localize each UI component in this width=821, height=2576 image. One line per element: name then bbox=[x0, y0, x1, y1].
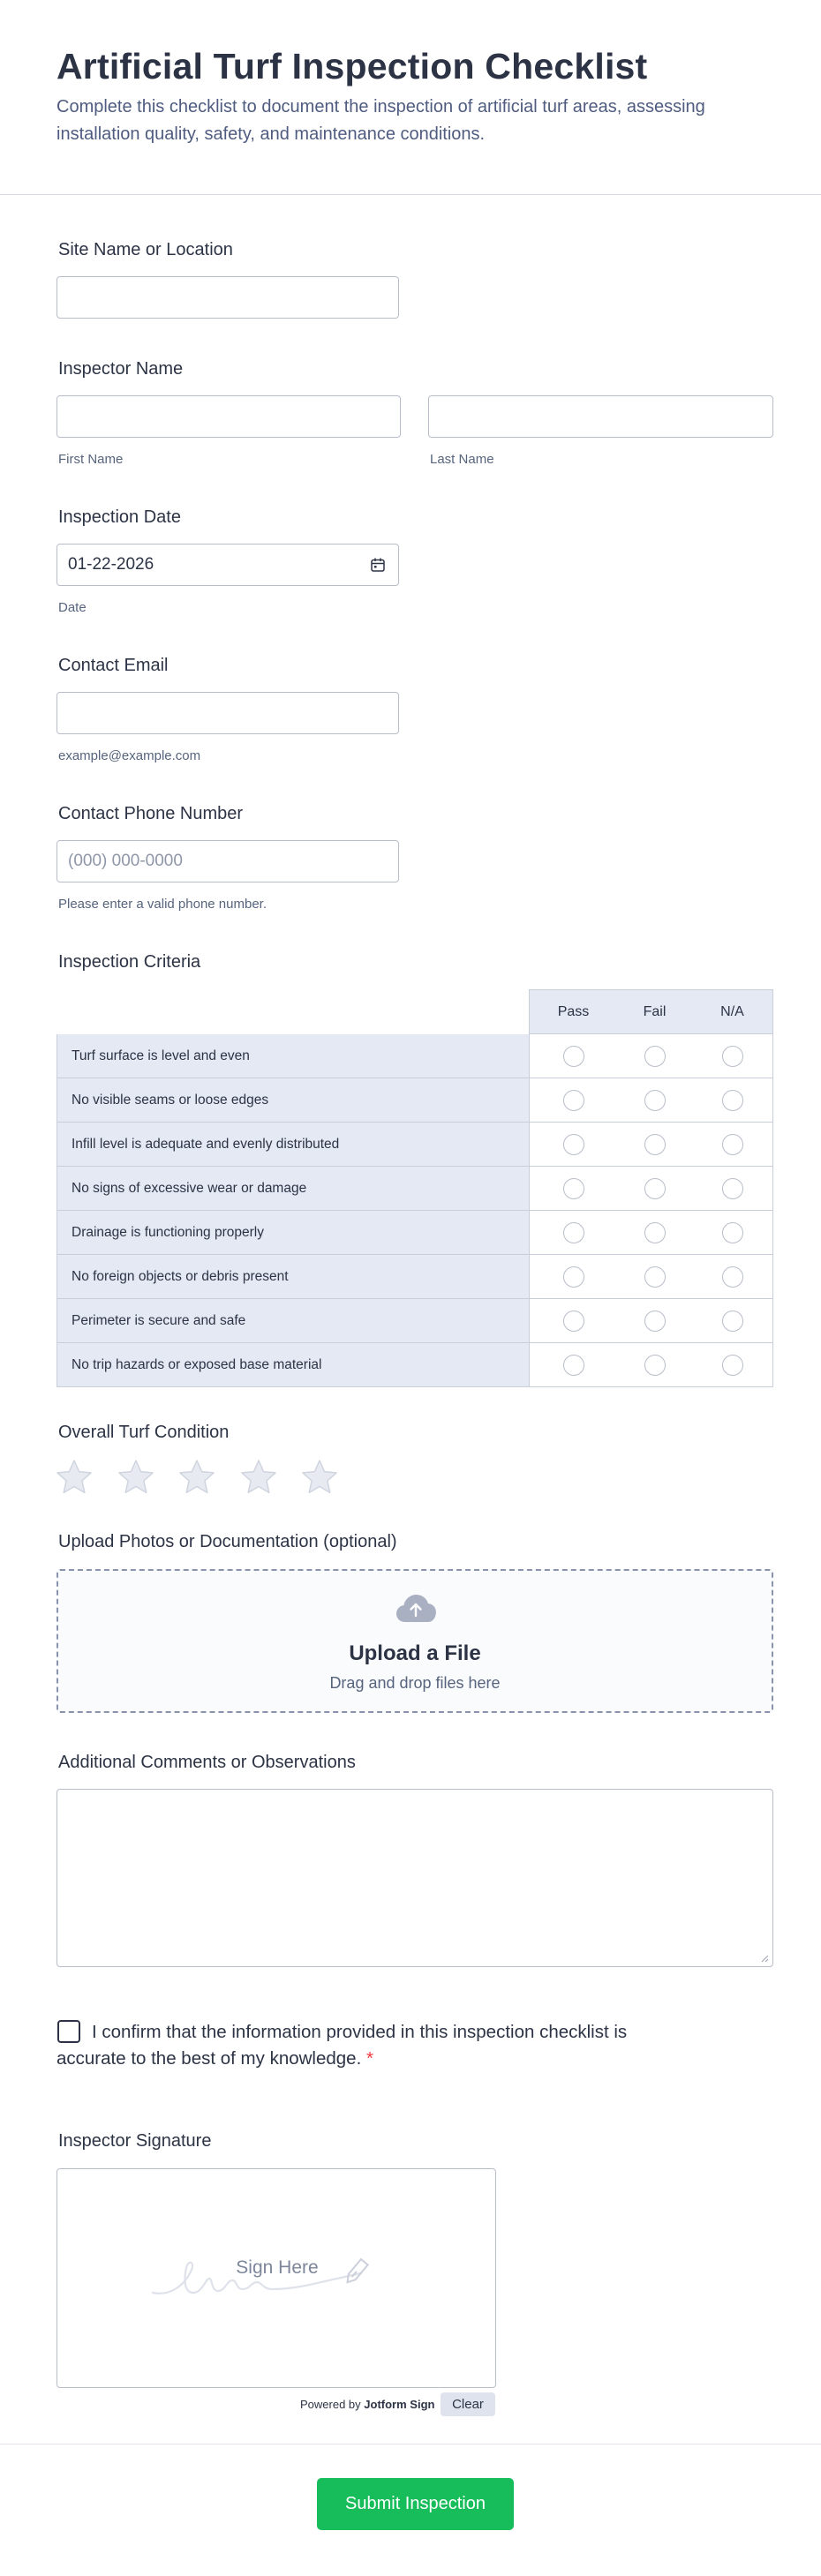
matrix-cell bbox=[692, 1211, 773, 1255]
clear-signature-button[interactable]: Clear bbox=[441, 2392, 495, 2416]
calendar-icon[interactable] bbox=[370, 557, 386, 573]
star-icon[interactable] bbox=[300, 1458, 339, 1497]
matrix-row-label: No trip hazards or exposed base material bbox=[56, 1343, 530, 1387]
matrix-cell bbox=[617, 1034, 693, 1078]
matrix-cell bbox=[692, 1078, 773, 1123]
submit-button[interactable]: Submit Inspection bbox=[317, 2478, 514, 2530]
matrix-row bbox=[56, 1299, 773, 1343]
matrix-row-label: No visible seams or loose edges bbox=[56, 1078, 530, 1123]
radio-fail[interactable] bbox=[644, 1046, 666, 1067]
matrix-row-label: Perimeter is secure and safe bbox=[56, 1299, 530, 1343]
matrix-cell bbox=[529, 1211, 618, 1255]
radio-fail[interactable] bbox=[644, 1090, 666, 1111]
radio-pass[interactable] bbox=[563, 1178, 584, 1199]
site-label: Site Name or Location bbox=[58, 240, 233, 259]
radio-na[interactable] bbox=[722, 1046, 743, 1067]
radio-pass[interactable] bbox=[563, 1266, 584, 1288]
signature-placeholder: Sign Here bbox=[236, 2257, 319, 2278]
criteria-label: Inspection Criteria bbox=[58, 952, 201, 972]
matrix-cell bbox=[529, 1343, 618, 1387]
email-label: Contact Email bbox=[58, 656, 169, 675]
star-icon[interactable] bbox=[177, 1458, 216, 1497]
last-name-input[interactable] bbox=[428, 395, 773, 438]
phone-label: Contact Phone Number bbox=[58, 804, 244, 823]
star-icon[interactable] bbox=[239, 1458, 278, 1497]
signature-pad[interactable] bbox=[56, 2168, 496, 2388]
star-icon[interactable] bbox=[117, 1458, 155, 1497]
matrix-cell bbox=[617, 1211, 693, 1255]
matrix-cell bbox=[529, 1034, 618, 1078]
radio-pass[interactable] bbox=[563, 1355, 584, 1376]
matrix-row bbox=[56, 1343, 773, 1387]
radio-na[interactable] bbox=[722, 1134, 743, 1155]
cloud-upload-icon bbox=[395, 1592, 437, 1624]
site-input[interactable] bbox=[56, 276, 399, 319]
matrix-cell bbox=[692, 1343, 773, 1387]
confirm-text bbox=[56, 2019, 674, 2072]
matrix-row-label: No foreign objects or debris present bbox=[56, 1255, 530, 1299]
matrix-cell bbox=[617, 1299, 693, 1343]
radio-pass[interactable] bbox=[563, 1222, 584, 1243]
inspector-label: Inspector Name bbox=[58, 359, 184, 379]
form-title: Artificial Turf Inspection Checklist bbox=[56, 46, 648, 86]
matrix-cell bbox=[529, 1167, 618, 1211]
comments-label: Additional Comments or Observations bbox=[58, 1753, 356, 1772]
upload-title: Upload a File bbox=[349, 1641, 481, 1665]
radio-fail[interactable] bbox=[644, 1355, 666, 1376]
matrix-cell bbox=[617, 1343, 693, 1387]
last-name-sublabel: Last Name bbox=[430, 452, 494, 467]
matrix-cell bbox=[692, 1034, 773, 1078]
matrix-cell bbox=[617, 1123, 693, 1167]
matrix-cell bbox=[692, 1167, 773, 1211]
upload-subtitle: Drag and drop files here bbox=[329, 1674, 501, 1692]
matrix-cell bbox=[692, 1123, 773, 1167]
matrix-cell bbox=[617, 1255, 693, 1299]
matrix-cell bbox=[617, 1078, 693, 1123]
matrix-row-label: No signs of excessive wear or damage bbox=[56, 1167, 530, 1211]
powered-by bbox=[300, 2398, 434, 2411]
resize-handle-icon[interactable] bbox=[760, 1954, 769, 1963]
radio-pass[interactable] bbox=[563, 1090, 584, 1111]
required-asterisk: * bbox=[365, 2048, 373, 2069]
confirm-label: I confirm that the information provided in this inspection checklist is accurate to the best of my knowledge. bbox=[56, 2022, 628, 2069]
matrix-header-fail: Fail bbox=[617, 989, 693, 1034]
comments-textarea[interactable] bbox=[56, 1789, 773, 1967]
file-upload-dropzone[interactable] bbox=[56, 1569, 773, 1713]
matrix-header-na: N/A bbox=[692, 989, 773, 1034]
radio-na[interactable] bbox=[722, 1266, 743, 1288]
signature-label: Inspector Signature bbox=[58, 2131, 212, 2151]
first-name-input[interactable] bbox=[56, 395, 401, 438]
radio-pass[interactable] bbox=[563, 1046, 584, 1067]
radio-fail[interactable] bbox=[644, 1178, 666, 1199]
rating-label: Overall Turf Condition bbox=[58, 1423, 230, 1442]
phone-sublabel: Please enter a valid phone number. bbox=[58, 897, 267, 912]
radio-pass[interactable] bbox=[563, 1134, 584, 1155]
radio-fail[interactable] bbox=[644, 1222, 666, 1243]
matrix-cell bbox=[529, 1123, 618, 1167]
matrix-row bbox=[56, 1255, 773, 1299]
matrix-row bbox=[56, 1034, 773, 1078]
matrix-row-label: Turf surface is level and even bbox=[56, 1034, 530, 1078]
matrix-header-pass: Pass bbox=[529, 989, 618, 1034]
matrix-row bbox=[56, 1167, 773, 1211]
radio-na[interactable] bbox=[722, 1222, 743, 1243]
date-input[interactable] bbox=[56, 544, 399, 586]
form-subtitle: Complete this checklist to document the inspection of artificial turf areas, assessing installation quality, safety, and maintenance conditions. bbox=[56, 97, 705, 144]
phone-input[interactable]: (000) 000-0000 bbox=[56, 840, 399, 882]
radio-fail[interactable] bbox=[644, 1311, 666, 1332]
upload-label: Upload Photos or Documentation (optional) bbox=[58, 1532, 397, 1551]
first-name-sublabel: First Name bbox=[58, 452, 124, 467]
email-input[interactable] bbox=[56, 692, 399, 734]
matrix-row bbox=[56, 1123, 773, 1167]
matrix-cell bbox=[529, 1299, 618, 1343]
date-sublabel: Date bbox=[58, 600, 87, 615]
radio-pass[interactable] bbox=[563, 1311, 584, 1332]
star-icon[interactable] bbox=[55, 1458, 94, 1497]
matrix-row-label: Drainage is functioning properly bbox=[56, 1211, 530, 1255]
radio-na[interactable] bbox=[722, 1178, 743, 1199]
matrix-cell bbox=[529, 1078, 618, 1123]
email-sublabel: example@example.com bbox=[58, 748, 201, 763]
powered-brand: Jotform Sign bbox=[364, 2398, 435, 2411]
radio-na[interactable] bbox=[722, 1355, 743, 1376]
radio-fail[interactable] bbox=[644, 1266, 666, 1288]
radio-na[interactable] bbox=[722, 1090, 743, 1111]
radio-na[interactable] bbox=[722, 1311, 743, 1332]
powered-prefix: Powered by bbox=[300, 2398, 361, 2411]
matrix-cell bbox=[617, 1167, 693, 1211]
form-header bbox=[0, 0, 821, 195]
radio-fail[interactable] bbox=[644, 1134, 666, 1155]
matrix-cell bbox=[529, 1255, 618, 1299]
date-label: Inspection Date bbox=[58, 507, 181, 527]
matrix-row bbox=[56, 1078, 773, 1123]
date-value: 01-22-2026 bbox=[68, 555, 154, 574]
matrix-cell bbox=[692, 1299, 773, 1343]
matrix-row-label: Infill level is adequate and evenly distributed bbox=[56, 1123, 530, 1167]
matrix-row bbox=[56, 1211, 773, 1255]
matrix-cell bbox=[692, 1255, 773, 1299]
